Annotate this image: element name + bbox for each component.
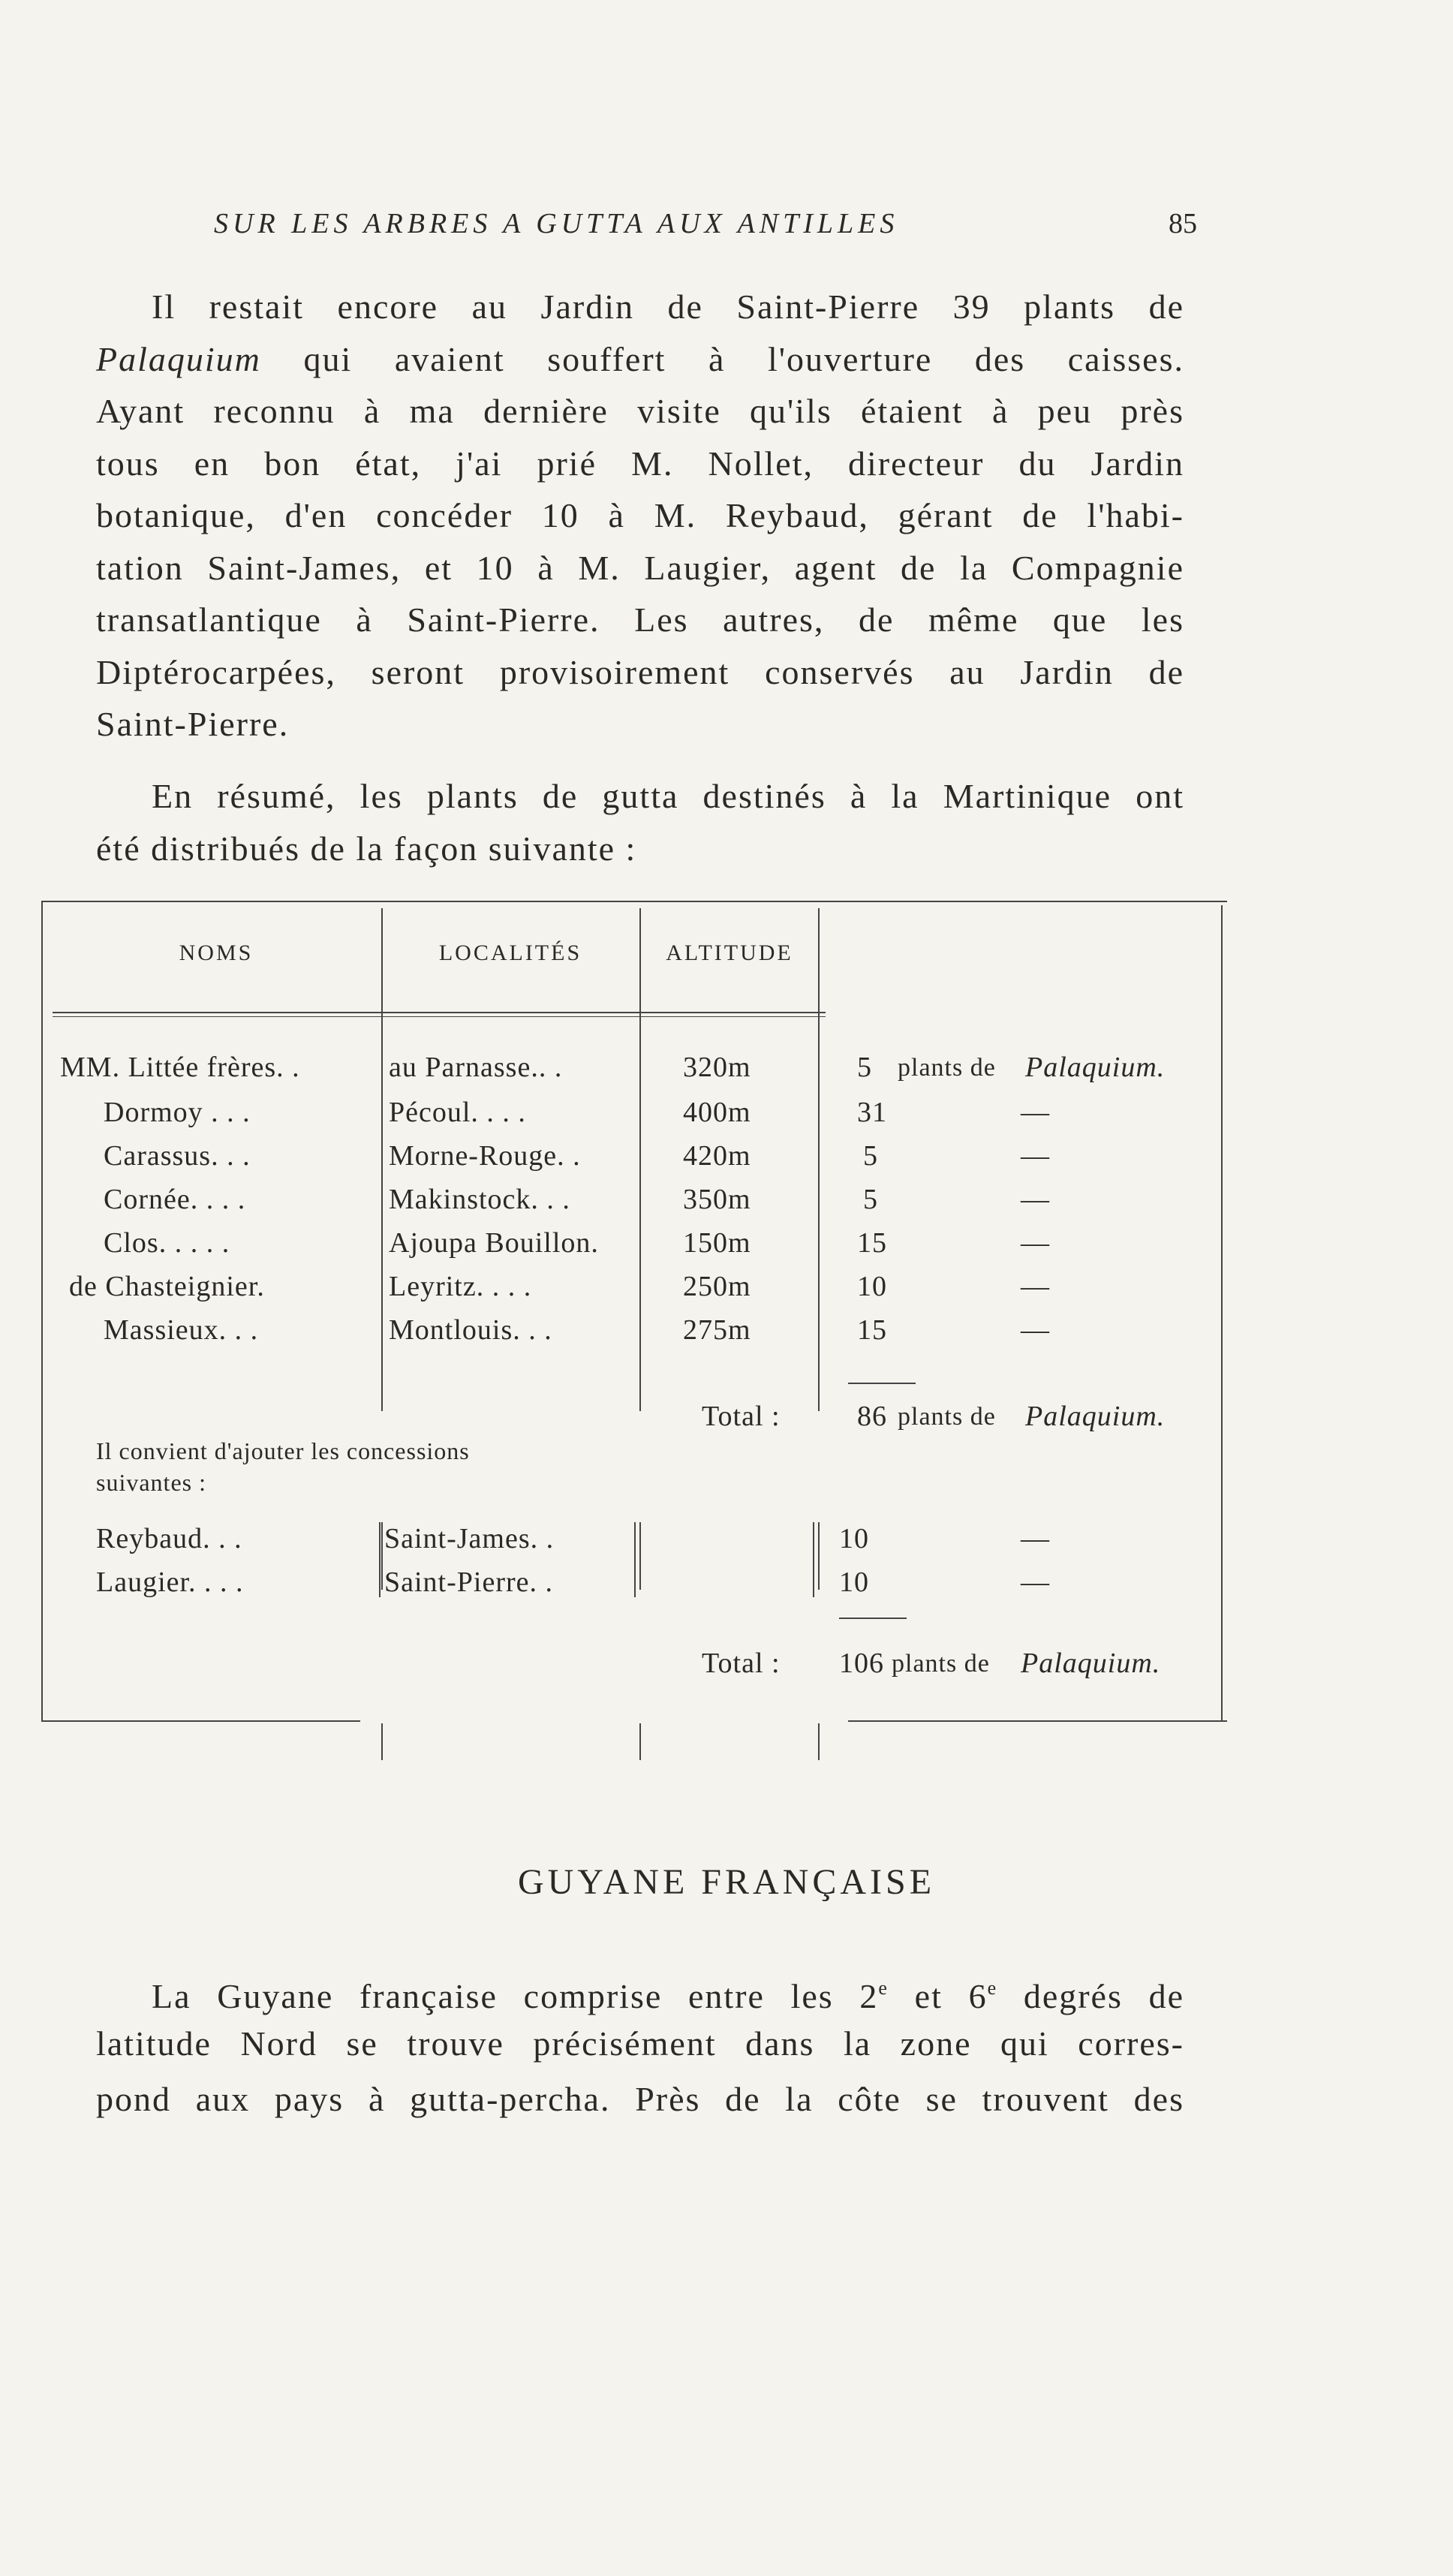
text-fragment: et 6 bbox=[888, 1977, 988, 2015]
row-altitude: 420m bbox=[683, 1140, 751, 1172]
row-ditto: — bbox=[1021, 1140, 1050, 1172]
subtotal-rule bbox=[848, 1383, 916, 1384]
paragraph-1 bbox=[96, 281, 1184, 751]
row-count: 5 bbox=[857, 1052, 872, 1083]
header-names: NOMS bbox=[179, 940, 254, 965]
row-name: Clos. . . . . bbox=[104, 1227, 230, 1259]
note-line: suivantes : bbox=[96, 1469, 206, 1496]
row-locality: Pécoul. . . . bbox=[389, 1097, 526, 1128]
text-fragment: qui avaient souffert à l'ouverture des caisses. bbox=[303, 339, 1185, 378]
species-name: Palaquium bbox=[96, 339, 261, 378]
row-count: 5 bbox=[863, 1184, 878, 1215]
conc-separator-3 bbox=[813, 1522, 814, 1597]
note-line: Il convient d'ajouter les concessions bbox=[96, 1437, 470, 1464]
row-name: Carassus. . . bbox=[104, 1140, 251, 1172]
superscript: e bbox=[878, 1977, 889, 1999]
row-count: 15 bbox=[857, 1314, 887, 1346]
concession-name: Reybaud. . . bbox=[96, 1523, 242, 1554]
row-altitude: 250m bbox=[683, 1271, 751, 1302]
text-line: pond aux pays à gutta-percha. Près de la côte se trouvent des bbox=[96, 2080, 1184, 2118]
text-line: été distribués de la façon suivante : bbox=[96, 829, 637, 868]
row-name: MM. Littée frères. . bbox=[60, 1052, 300, 1083]
concession-count: 10 bbox=[839, 1566, 869, 1598]
header-altitude: ALTITUDE bbox=[666, 940, 793, 965]
table-left-border bbox=[41, 901, 43, 1722]
row-plants: plants de bbox=[898, 1054, 996, 1082]
text-line: Saint-Pierre. bbox=[96, 705, 290, 743]
concession-name: Laugier. . . . bbox=[96, 1566, 244, 1598]
row-locality: Morne-Rouge. . bbox=[389, 1140, 581, 1172]
text-fragment: degrés de bbox=[997, 1977, 1184, 2015]
paragraph-3 bbox=[96, 1961, 1184, 2127]
concession-locality: Saint-James. . bbox=[384, 1523, 555, 1554]
row-altitude: 400m bbox=[683, 1097, 751, 1128]
header-localities: LOCALITÉS bbox=[438, 940, 582, 965]
row-locality: Ajoupa Bouillon. bbox=[389, 1227, 599, 1259]
row-altitude: 320m bbox=[683, 1052, 751, 1083]
row-locality: Makinstock. . . bbox=[389, 1184, 570, 1215]
concession-ditto: — bbox=[1021, 1566, 1050, 1598]
concession-ditto: — bbox=[1021, 1523, 1050, 1554]
table-top-border bbox=[41, 901, 1227, 902]
text-line: Ayant reconnu à ma dernière visite qu'ils étaient à peu près bbox=[96, 392, 1184, 430]
row-altitude: 150m bbox=[683, 1227, 751, 1259]
subtotal-label: Total : bbox=[702, 1401, 781, 1432]
total-rule bbox=[839, 1618, 907, 1619]
row-ditto: — bbox=[1021, 1097, 1050, 1128]
text-line bbox=[96, 1961, 1184, 2016]
text-line: Diptérocarpées, seront provisoirement conservés au Jardin de bbox=[96, 652, 1184, 691]
row-species: Palaquium. bbox=[1025, 1052, 1166, 1083]
text-line: botanique, d'en concéder 10 à M. Reybaud, gérant de l'habi- bbox=[96, 496, 1184, 534]
row-altitude: 350m bbox=[683, 1184, 751, 1215]
concession-locality: Saint-Pierre. . bbox=[384, 1566, 554, 1598]
header-divider-thin bbox=[53, 1016, 826, 1017]
row-altitude: 275m bbox=[683, 1314, 751, 1346]
row-name: Dormoy . . . bbox=[104, 1097, 251, 1128]
text-line: latitude Nord se trouve précisément dans la zone qui corres- bbox=[96, 2024, 1184, 2063]
concession-count: 10 bbox=[839, 1523, 869, 1554]
running-title: SUR LES ARBRES A GUTTA AUX ANTILLES bbox=[214, 208, 899, 239]
text-line: Il restait encore au Jardin de Saint-Pierre 39 plants de bbox=[152, 287, 1184, 326]
row-ditto: — bbox=[1021, 1184, 1050, 1215]
total-count: 106 bbox=[839, 1648, 884, 1679]
text-line bbox=[96, 333, 1184, 386]
text-fragment: La Guyane française comprise entre les 2 bbox=[152, 1977, 879, 2015]
row-ditto: — bbox=[1021, 1227, 1050, 1259]
row-locality: Montlouis. . . bbox=[389, 1314, 552, 1346]
row-name: Massieux. . . bbox=[104, 1314, 259, 1346]
row-ditto: — bbox=[1021, 1271, 1050, 1302]
section-title: GUYANE FRANÇAISE bbox=[517, 1862, 936, 1902]
row-name: de Chasteignier. bbox=[69, 1271, 265, 1302]
total-species: Palaquium. bbox=[1021, 1648, 1161, 1679]
row-count: 5 bbox=[863, 1140, 878, 1172]
row-locality: au Parnasse.. . bbox=[389, 1052, 563, 1083]
conc-separator-1 bbox=[379, 1522, 381, 1597]
header-divider bbox=[53, 1012, 826, 1013]
row-count: 10 bbox=[857, 1271, 887, 1302]
row-count: 15 bbox=[857, 1227, 887, 1259]
row-name: Cornée. . . . bbox=[104, 1184, 246, 1215]
text-line: tation Saint-James, et 10 à M. Laugier, agent de la Compagnie bbox=[96, 548, 1184, 587]
subtotal-species: Palaquium. bbox=[1025, 1401, 1166, 1432]
text-line: En résumé, les plants de gutta destinés à la Martinique ont bbox=[152, 777, 1184, 815]
page-number: 85 bbox=[1169, 208, 1197, 239]
table-right-border bbox=[1221, 905, 1223, 1722]
conc-separator-2 bbox=[634, 1522, 636, 1597]
superscript: e bbox=[987, 1977, 998, 1999]
row-ditto: — bbox=[1021, 1314, 1050, 1346]
total-label: Total : bbox=[702, 1648, 781, 1679]
subtotal-plants: plants de bbox=[898, 1403, 996, 1431]
paragraph-2 bbox=[96, 770, 1184, 874]
row-locality: Leyritz. . . . bbox=[389, 1271, 532, 1302]
row-count: 31 bbox=[857, 1097, 887, 1128]
text-line: tous en bon état, j'ai prié M. Nollet, directeur du Jardin bbox=[96, 444, 1184, 483]
total-plants: plants de bbox=[892, 1650, 990, 1678]
subtotal-count: 86 bbox=[857, 1401, 887, 1432]
text-line: transatlantique à Saint-Pierre. Les autres, de même que les bbox=[96, 600, 1184, 639]
concessions-note bbox=[96, 1435, 470, 1498]
